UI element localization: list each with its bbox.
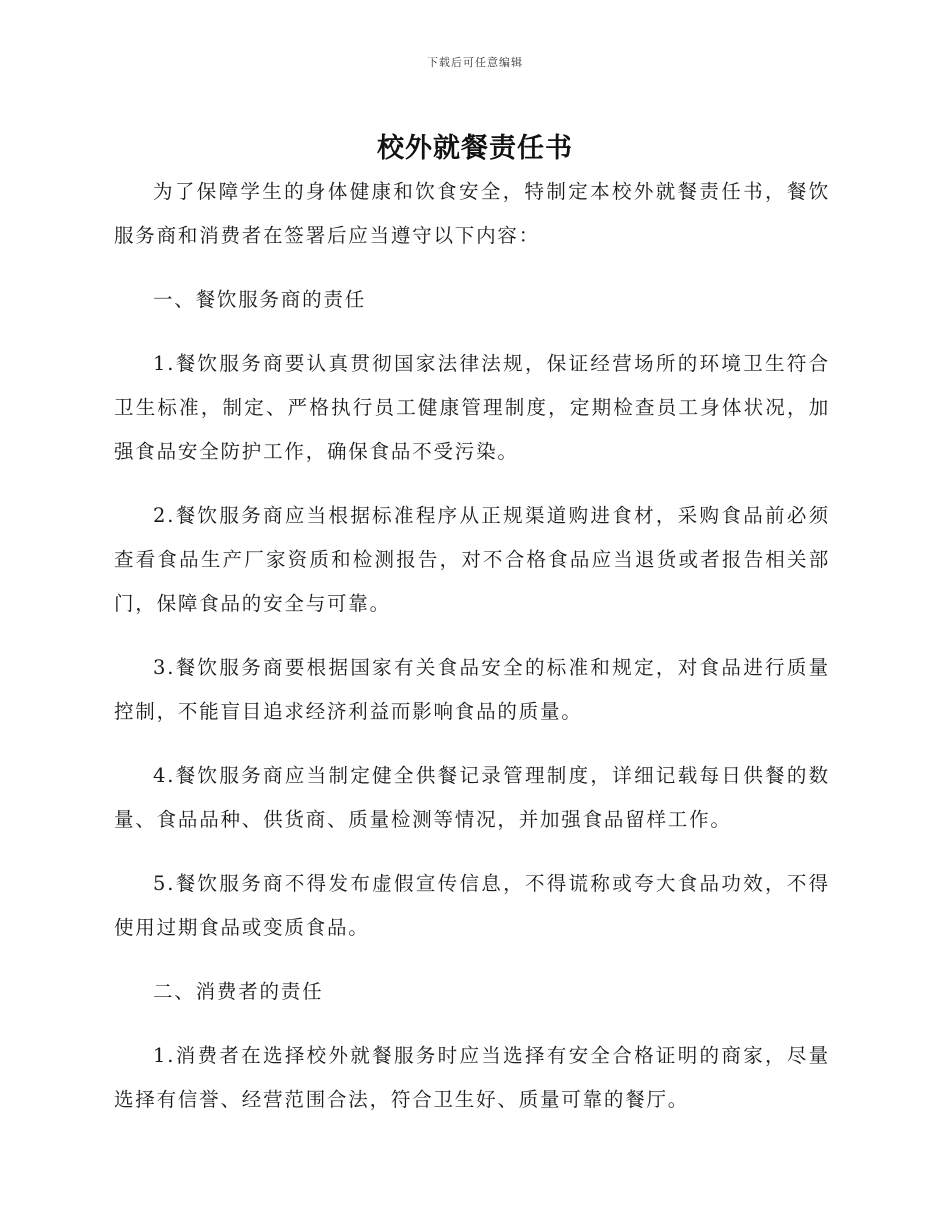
section-1-item-4: 4.餐饮服务商应当制定健全供餐记录管理制度，详细记载每日供餐的数量、食品品种、供货商、质量检测等情况，并加强食品留样工作。	[114, 764, 830, 831]
header-note: 下载后可任意编辑	[427, 56, 523, 69]
section-2-heading: 二、消费者的责任	[153, 980, 324, 1003]
section-1-item-3: 3.餐饮服务商要根据国家有关食品安全的标准和规定，对食品进行质量控制，不能盲目追求经济利益而影响食品的质量。	[114, 656, 830, 723]
section-1-item-1: 1.餐饮服务商要认真贯彻国家法律法规，保证经营场所的环境卫生符合卫生标准，制定、严格执行员工健康管理制度，定期检查员工身体状况，加强食品安全防护工作，确保食品不受污染。	[114, 352, 830, 463]
document-title: 校外就餐责任书	[377, 133, 573, 164]
section-1-item-5: 5.餐饮服务商不得发布虚假宣传信息，不得谎称或夸大食品功效，不得使用过期食品或变质食品。	[114, 872, 830, 939]
section-1-heading: 一、餐饮服务商的责任	[153, 288, 367, 311]
document-body	[114, 170, 830, 1142]
section-1-item-2: 2.餐饮服务商应当根据标准程序从正规渠道购进食材，采购食品前必须查看食品生产厂家资质和检测报告，对不合格食品应当退货或者报告相关部门，保障食品的安全与可靠。	[114, 504, 830, 615]
section-2-item-1: 1.消费者在选择校外就餐服务时应当选择有安全合格证明的商家，尽量选择有信誉、经营范围合法，符合卫生好、质量可靠的餐厅。	[114, 1044, 830, 1111]
intro-paragraph: 为了保障学生的身体健康和饮食安全，特制定本校外就餐责任书，餐饮服务商和消费者在签署后应当遵守以下内容：	[114, 180, 830, 247]
